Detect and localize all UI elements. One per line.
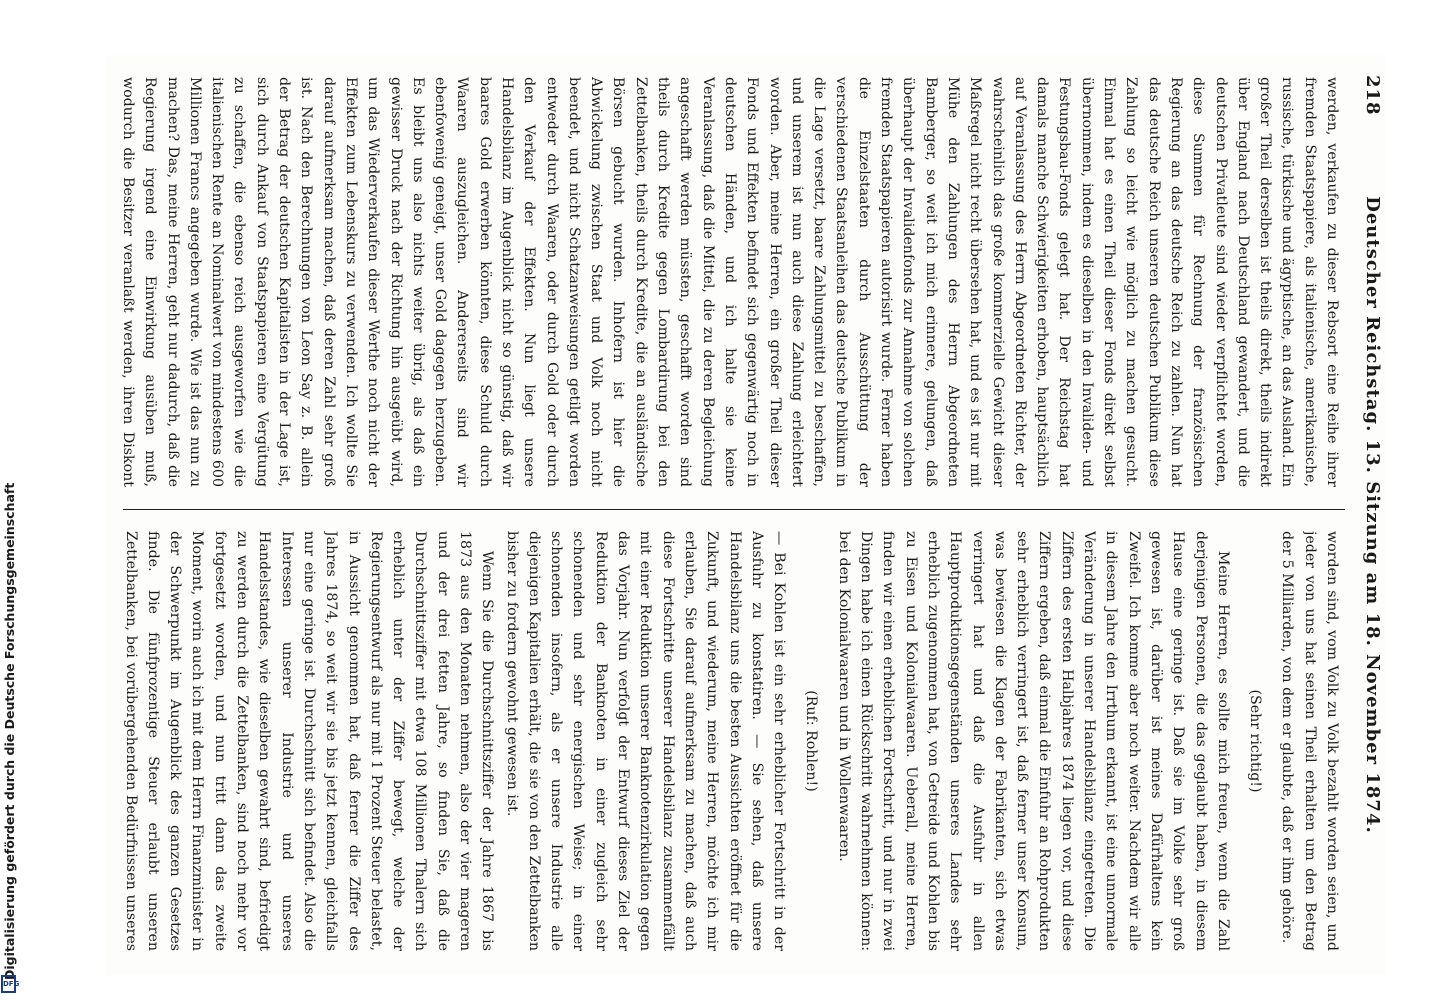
dfg-logo-icon: DFG — [1, 975, 16, 993]
paragraph: worden sind, vom Volk zu Volk bezahlt worden seien, und jeder von uns hat seinen Theil erhalten um den Betrag der 5 Milliarden, von dem er glaubte, daß er ihm gehöre. — [1279, 531, 1340, 951]
left-column — [119, 77, 1343, 487]
running-head — [1355, 75, 1383, 955]
interjection: (Sehr richtig!) — [1247, 689, 1264, 793]
digitization-note: Digitalisierung gefördert durch die Deutsche Forschungsgemeinschaft — [2, 482, 17, 980]
paragraph: Meine Herren, es sollte mich freuen, wenn die Zahl derjenigen Personen, die das geglaubt haben, in diesem Hause eine geringe ist. Daß sie im Volke sehr groß gewesen ist, darüber ist meines Dafürhaltens kein Zweifel. Ich komme aber noch weiter. Nachdem wir alle in diesem Jahre den Irrthum erkannt, ist eine unnormale Veränderung in unserer Handelsbilanz eingetreten. Die Ziffern des ersten Halbjahres 1874 liegen vor, und diese Ziffern ergeben, daß einmal die Einfuhr an Rohprodukten sehr erheblich verringert ist, daß ferner unser Konsum, was bewiesen die Klagen der Fabrikanten, sich etwas verringert hat und daß die Ausfuhr in allen Hauptproduktionsgegenständen unseres Landes sehr erheblich zugenommen hat, von Getreide und Kohlen bis zu Eisen und Kolonialwaaren. Ueberall, meine Herren, finden wir einen erheblichen Fortschritt, und nur in zwei Dingen habe ich einen Rückschritt wahrnehmen können: bei den Kolonialwaaren und in Wollenwaaren. — [835, 531, 1231, 951]
column-divider — [123, 509, 1345, 510]
interjection: (Ruf: Rohlen!) — [803, 690, 820, 792]
paragraph: — Bei Kohlen ist ein sehr erheblicher Fortschritt in der Ausfuhr zu konstatiren. — Sie sehen, daß unsere Handelsbilanz uns die besten Aussichten eröffnet für die Zukunft, und wiederum, meine Herren, möchte ich mir erlauben, Sie darauf aufmerksam zu machen, daß auch diese Fortschritte unserer Handelsbilanz zusammenfällt mit einer Reduktion unserer Banknotenzirkulation gegen das Vorjahr. Nun verfolgt der Entwurf dieses Ziel der Reduktion der Banknoten in einer zugleich sehr schonenden und sehr energischen Weise; in einer schonenden insofern, als er unsere Industrie alle diejenigen Kapitalien erhält, die sie von den Zettelbanken bisher zu fordern gewohnt gewesen ist. — [503, 531, 788, 951]
scanned-page — [105, 55, 1385, 975]
right-column — [119, 531, 1343, 951]
paragraph: werden, verkaufen zu dieser Rebsort eine Reihe ihrer fremden Staatspapiere, als italienische, amerikanische, russische, türkische und ägyptische, an das Ausland. Ein großer Theil derselben ist theils direkt, theils indirekt über England nach Deutschland gewandert, und die deutschen Privatleute sind wieder verpflichtet worden, diese Summen für Rechnung der französischen Regierung an das deutsche Reich zu zahlen. Nun hat das deutsche Reich unseren deutschen Publikum diese Zahlung so leicht wie möglich zu machen gesucht. Einmal hat es einen Theil dieser Fonds direkt selbst übernommen, indem es dieselben in den Invaliden- und Festungsbau-Fonds gelegt hat. Der Reichstag hat damals manche Schwierigkeiten erhoben, hauptsächlich auf Veranlassung des Herrn Abgeordneten Richter, der wahrscheinlich das große kommerzielle Gewicht dieser Maßregel nicht recht übersehen hat, und es ist nur mit Mühe den Zahlungen des Herrn Abgeordneten Bamberger, so weit ich mich erinnere, gelungen, daß überhaupt der Invalidenfonds zur Annahme von solchen fremden Staatspapieren autorisirt wurde. Ferner haben die Einzelstaaten durch Ausschüttung der verschiedenen Staatsanleihen das deutsche Publikum in die Lage versetzt, baare Zahlungsmittel zu beschaffen, und unserem ist nun auch diese Zahlung erleichtert worden. Aber, meine Herren, ein großer Theil dieser Fonds und Effekten befindet sich gegenwärtig noch in deutschen Händen, und ich halte sie keine Veranlassung, daß die Mittel, die zu deren Begleichung angeschafft werden müssten, geschafft worden sind theils durch Kredite gegen Lombardirung bei den Zettelbanken, theils durch Kredite, die an ausländische Börsen gebucht wurden. Inhofern ist hier die Abwickelung zwischen Staat und Volk noch nicht beendet, und nicht Schatzanweisungen getilgt worden entweder durch Waaren, oder durch Gold oder durch den Verkauf der Effekten. Nun liegt unsere Handelsbilanz im Augenblick nicht so günstig, daß wir baares Gold erwerben könnten, diese Schuld durch Waaren auszugleichen. Andererseits sind wir ebenfowenig geneigt, unser Gold dagegen herzugeben. Es bleibt uns also nichts weiter übrig, als daß ein gewisser Druck nach der Richtung hin ausgeübt wird, um das Wiederverkaufen dieser Werthe noch nicht der Effekten zum Lebenskurs zu verwenden. Ich wollte Sie darauf aufmerksam machen, daß deren Zahl sehr groß ist. Nach den Berechnungen von Leon Say z. B. allein der Betrag der deutschen Kapitalisten in der Lage ist, sich durch Ankauf von Staatspapieren eine Vergütung zu schaffen, die ebenso reich ausgeworfen wie die italienischen Rente an Nominalwert von mindestens 600 Millionen Francs angegeben wurde. Wie ist das nun zu machen? Das, meine Herren, geht nur dadurch, daß die Regierung irgend eine Einwirkung ausüben muß, wodurch die Besitzer veranlaßt werden, ihren Diskont — [119, 77, 1340, 487]
paragraph: Wenn Sie die Durchschnittsziffer der Jahre 1867 bis 1873 aus den Monaten nehmen, also der vier mageren und der drei fetten Jahre, so finden Sie, daß die Durchschnittsziffer mit etwa 108 Millionen Thalern sich erheblich unter der Ziffer bewegt, welche der Regierungsentwurf als nur mit 1 Prozent Steuer belastet, in Aussicht genommen hat, daß ferner die Ziffer des Jahres 1874, so weit wir sie bis jetzt kennen, gleichfalls nur eine geringe ist. Durchschnitt sich befindet. Also die Interessen unserer Industrie und unseres Handelsstandes, wie dieselben gewahrt sind, befriedigt zu werden durch die Zettelbanken, sind noch mehr vor fortgesetzt worden, und nun tritt dann das zweite Moment, worin auch ich mit dem Herrn Finanzminister in der Schwerpunkt im Augenblick des ganzen Gesetzes finde. Die fünfprozentige Steuer erlaubt unseren Zettelbanken, bei vorübergehenden Bedürfnissen unseres — [122, 531, 496, 951]
page-number: 218 — [1362, 75, 1383, 116]
page-header-title: Deutscher Reichstag. 13. Sitzung am 18. November 1874. — [1362, 196, 1383, 834]
